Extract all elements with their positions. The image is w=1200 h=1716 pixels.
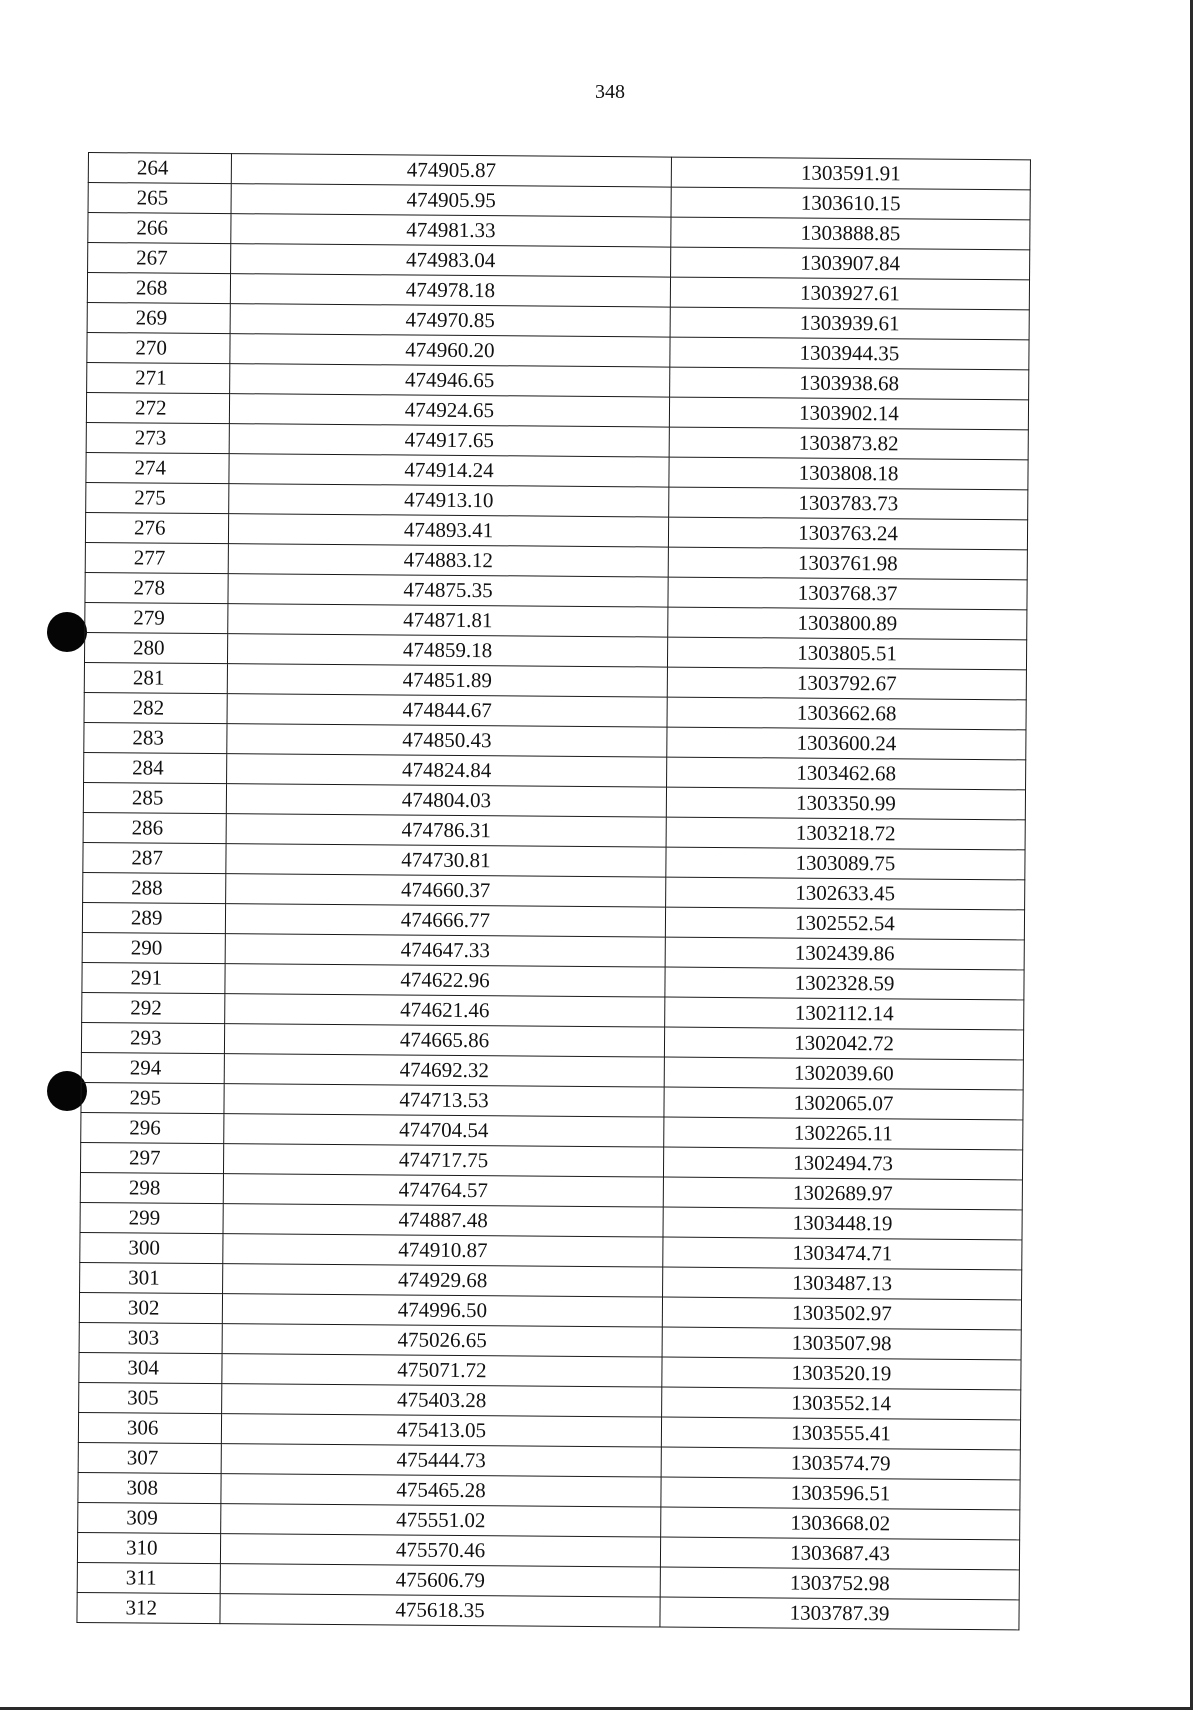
point-id-cell: 295 xyxy=(81,1082,224,1113)
x-coordinate-cell: 474978.18 xyxy=(230,274,670,307)
y-coordinate-cell: 1302633.45 xyxy=(666,877,1025,910)
point-id-cell: 266 xyxy=(88,213,231,244)
x-coordinate-cell: 474910.87 xyxy=(223,1234,663,1267)
y-coordinate-cell: 1302042.72 xyxy=(664,1027,1023,1060)
x-coordinate-cell: 474893.41 xyxy=(228,514,668,547)
x-coordinate-cell: 474983.04 xyxy=(231,244,671,277)
x-coordinate-cell: 474887.48 xyxy=(223,1204,663,1237)
point-id-cell: 282 xyxy=(84,692,227,723)
point-id-cell: 278 xyxy=(85,572,228,603)
y-coordinate-cell: 1303792.67 xyxy=(667,667,1026,700)
y-coordinate-cell: 1303687.43 xyxy=(660,1537,1019,1570)
point-id-cell: 297 xyxy=(80,1142,223,1173)
y-coordinate-cell: 1303574.79 xyxy=(661,1447,1020,1480)
point-id-cell: 283 xyxy=(84,722,227,753)
point-id-cell: 308 xyxy=(78,1472,221,1503)
point-id-cell: 296 xyxy=(81,1112,224,1143)
point-id-cell: 286 xyxy=(83,812,226,843)
x-coordinate-cell: 474666.77 xyxy=(225,904,665,937)
point-id-cell: 292 xyxy=(82,992,225,1023)
x-coordinate-cell: 474665.86 xyxy=(224,1024,664,1057)
y-coordinate-cell: 1303944.35 xyxy=(670,337,1029,370)
x-coordinate-cell: 474924.65 xyxy=(229,394,669,427)
y-coordinate-cell: 1302328.59 xyxy=(665,967,1024,1000)
point-id-cell: 303 xyxy=(79,1322,222,1353)
x-coordinate-cell: 474850.43 xyxy=(227,724,667,757)
point-id-cell: 280 xyxy=(84,632,227,663)
y-coordinate-cell: 1303902.14 xyxy=(669,397,1028,430)
x-coordinate-cell: 474913.10 xyxy=(229,484,669,517)
x-coordinate-cell: 474859.18 xyxy=(227,634,667,667)
y-coordinate-cell: 1303591.91 xyxy=(671,157,1030,190)
x-coordinate-cell: 474996.50 xyxy=(222,1294,662,1327)
y-coordinate-cell: 1302265.11 xyxy=(664,1117,1023,1150)
y-coordinate-cell: 1303939.61 xyxy=(670,307,1029,340)
y-coordinate-cell: 1302552.54 xyxy=(665,907,1024,940)
point-id-cell: 265 xyxy=(88,183,231,214)
point-id-cell: 306 xyxy=(78,1412,221,1443)
x-coordinate-cell: 474660.37 xyxy=(226,874,666,907)
point-id-cell: 287 xyxy=(83,842,226,873)
y-coordinate-cell: 1303800.89 xyxy=(668,607,1027,640)
x-coordinate-cell: 475606.79 xyxy=(220,1564,660,1597)
y-coordinate-cell: 1303462.68 xyxy=(667,757,1026,790)
point-id-cell: 277 xyxy=(85,542,228,573)
point-id-cell: 309 xyxy=(78,1502,221,1533)
y-coordinate-cell: 1303938.68 xyxy=(670,367,1029,400)
point-id-cell: 294 xyxy=(81,1052,224,1083)
x-coordinate-cell: 474704.54 xyxy=(224,1114,664,1147)
y-coordinate-cell: 1303448.19 xyxy=(663,1207,1022,1240)
x-coordinate-cell: 474914.24 xyxy=(229,454,669,487)
x-coordinate-cell: 474786.31 xyxy=(226,814,666,847)
x-coordinate-cell: 474804.03 xyxy=(226,784,666,817)
y-coordinate-cell: 1303763.24 xyxy=(668,517,1027,550)
x-coordinate-cell: 475570.46 xyxy=(220,1534,660,1567)
point-id-cell: 274 xyxy=(86,452,229,483)
punch-hole-mark xyxy=(47,612,87,652)
x-coordinate-cell: 474946.65 xyxy=(230,364,670,397)
point-id-cell: 311 xyxy=(77,1562,220,1593)
y-coordinate-cell: 1303805.51 xyxy=(667,637,1026,670)
y-coordinate-cell: 1303596.51 xyxy=(661,1477,1020,1510)
x-coordinate-cell: 475465.28 xyxy=(221,1474,661,1507)
point-id-cell: 281 xyxy=(84,662,227,693)
point-id-cell: 272 xyxy=(86,392,229,423)
point-id-cell: 267 xyxy=(88,243,231,274)
y-coordinate-cell: 1302689.97 xyxy=(663,1177,1022,1210)
y-coordinate-cell: 1302494.73 xyxy=(663,1147,1022,1180)
point-id-cell: 302 xyxy=(79,1292,222,1323)
point-id-cell: 304 xyxy=(79,1352,222,1383)
point-id-cell: 307 xyxy=(78,1442,221,1473)
y-coordinate-cell: 1303808.18 xyxy=(669,457,1028,490)
point-id-cell: 293 xyxy=(81,1022,224,1053)
x-coordinate-cell: 474851.89 xyxy=(227,664,667,697)
y-coordinate-cell: 1303610.15 xyxy=(671,187,1030,220)
x-coordinate-cell: 474929.68 xyxy=(223,1264,663,1297)
point-id-cell: 291 xyxy=(82,962,225,993)
point-id-cell: 264 xyxy=(88,153,231,184)
y-coordinate-cell: 1303668.02 xyxy=(661,1507,1020,1540)
x-coordinate-cell: 474970.85 xyxy=(230,304,670,337)
x-coordinate-cell: 474730.81 xyxy=(226,844,666,877)
x-coordinate-cell: 474871.81 xyxy=(228,604,668,637)
x-coordinate-cell: 475551.02 xyxy=(221,1504,661,1537)
y-coordinate-cell: 1303552.14 xyxy=(662,1387,1021,1420)
y-coordinate-cell: 1303089.75 xyxy=(666,847,1025,880)
y-coordinate-cell: 1303600.24 xyxy=(667,727,1026,760)
y-coordinate-cell: 1303927.61 xyxy=(670,277,1029,310)
x-coordinate-cell: 475026.65 xyxy=(222,1324,662,1357)
y-coordinate-cell: 1303350.99 xyxy=(666,787,1025,820)
x-coordinate-cell: 474622.96 xyxy=(225,964,665,997)
point-id-cell: 270 xyxy=(87,332,230,363)
x-coordinate-cell: 474917.65 xyxy=(229,424,669,457)
page-number: 348 xyxy=(595,81,625,103)
y-coordinate-cell: 1303487.13 xyxy=(663,1267,1022,1300)
point-id-cell: 312 xyxy=(77,1592,220,1623)
y-coordinate-cell: 1303787.39 xyxy=(660,1597,1019,1630)
x-coordinate-cell: 474981.33 xyxy=(231,214,671,247)
point-id-cell: 300 xyxy=(80,1232,223,1263)
y-coordinate-cell: 1302112.14 xyxy=(665,997,1024,1030)
point-id-cell: 288 xyxy=(83,872,226,903)
point-id-cell: 269 xyxy=(87,302,230,333)
x-coordinate-cell: 474647.33 xyxy=(225,934,665,967)
x-coordinate-cell: 474764.57 xyxy=(223,1174,663,1207)
y-coordinate-cell: 1303907.84 xyxy=(671,247,1030,280)
x-coordinate-cell: 475444.73 xyxy=(221,1444,661,1477)
x-coordinate-cell: 474875.35 xyxy=(228,574,668,607)
y-coordinate-cell: 1303520.19 xyxy=(662,1357,1021,1390)
x-coordinate-cell: 474844.67 xyxy=(227,694,667,727)
point-id-cell: 285 xyxy=(83,782,226,813)
x-coordinate-cell: 474960.20 xyxy=(230,334,670,367)
y-coordinate-cell: 1303768.37 xyxy=(668,577,1027,610)
point-id-cell: 279 xyxy=(85,602,228,633)
point-id-cell: 276 xyxy=(85,512,228,543)
x-coordinate-cell: 475403.28 xyxy=(222,1384,662,1417)
point-id-cell: 305 xyxy=(79,1382,222,1413)
y-coordinate-cell: 1303752.98 xyxy=(660,1567,1019,1600)
y-coordinate-cell: 1303873.82 xyxy=(669,427,1028,460)
y-coordinate-cell: 1303555.41 xyxy=(661,1417,1020,1450)
y-coordinate-cell: 1303761.98 xyxy=(668,547,1027,580)
point-id-cell: 268 xyxy=(87,273,230,304)
point-id-cell: 273 xyxy=(86,422,229,453)
x-coordinate-cell: 474824.84 xyxy=(227,754,667,787)
y-coordinate-cell: 1302065.07 xyxy=(664,1087,1023,1120)
x-coordinate-cell: 474905.95 xyxy=(231,184,671,217)
x-coordinate-cell: 475413.05 xyxy=(221,1414,661,1447)
y-coordinate-cell: 1303502.97 xyxy=(662,1297,1021,1330)
y-coordinate-cell: 1303783.73 xyxy=(669,487,1028,520)
point-id-cell: 290 xyxy=(82,932,225,963)
x-coordinate-cell: 475618.35 xyxy=(220,1594,660,1627)
point-id-cell: 275 xyxy=(86,482,229,513)
coordinate-table xyxy=(76,152,1031,1630)
point-id-cell: 301 xyxy=(80,1262,223,1293)
y-coordinate-cell: 1303888.85 xyxy=(671,217,1030,250)
point-id-cell: 289 xyxy=(82,902,225,933)
y-coordinate-cell: 1303507.98 xyxy=(662,1327,1021,1360)
x-coordinate-cell: 474621.46 xyxy=(225,994,665,1027)
point-id-cell: 310 xyxy=(77,1532,220,1563)
point-id-cell: 284 xyxy=(84,752,227,783)
y-coordinate-cell: 1302039.60 xyxy=(664,1057,1023,1090)
y-coordinate-cell: 1303474.71 xyxy=(663,1237,1022,1270)
y-coordinate-cell: 1303218.72 xyxy=(666,817,1025,850)
point-id-cell: 299 xyxy=(80,1202,223,1233)
x-coordinate-cell: 474717.75 xyxy=(223,1144,663,1177)
x-coordinate-cell: 474883.12 xyxy=(228,544,668,577)
x-coordinate-cell: 474713.53 xyxy=(224,1084,664,1117)
x-coordinate-cell: 474692.32 xyxy=(224,1054,664,1087)
coordinate-table-body xyxy=(77,153,1031,1630)
y-coordinate-cell: 1302439.86 xyxy=(665,937,1024,970)
y-coordinate-cell: 1303662.68 xyxy=(667,697,1026,730)
point-id-cell: 298 xyxy=(80,1172,223,1203)
x-coordinate-cell: 475071.72 xyxy=(222,1354,662,1387)
x-coordinate-cell: 474905.87 xyxy=(231,154,671,187)
point-id-cell: 271 xyxy=(87,362,230,393)
